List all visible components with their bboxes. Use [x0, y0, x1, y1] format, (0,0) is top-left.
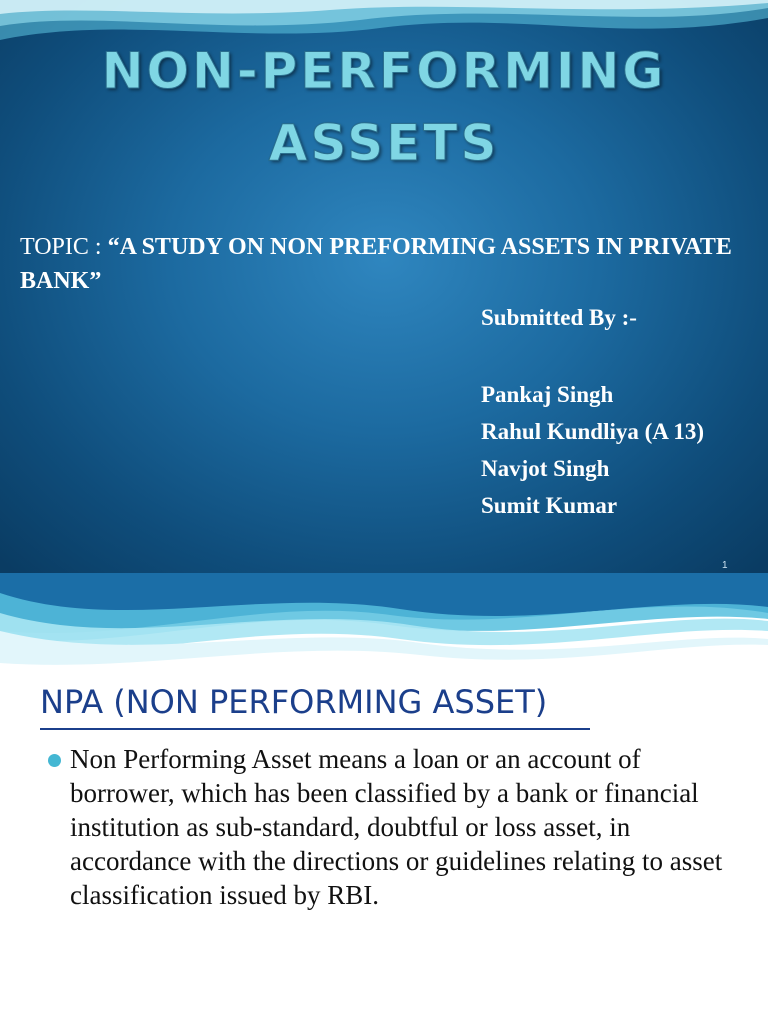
- slide-number: 1: [722, 560, 728, 571]
- slide-heading: NPA (NON PERFORMING ASSET): [40, 683, 548, 721]
- slide-2: [0, 576, 768, 1024]
- member-name: Rahul Kundliya (A 13): [481, 419, 705, 444]
- member-name: Pankaj Singh: [481, 382, 614, 407]
- heading-underline: [40, 728, 590, 730]
- topic-label: TOPIC :: [20, 234, 108, 260]
- slide-title-line-2: ASSETS: [268, 114, 500, 172]
- bullet-text: Non Performing Asset means a loan or an account of borrower, which has been classified by a bank or financial institution as sub-standard, doubtful or loss asset, in accordance with the directions or guidelines relating to asset classification issued by RBI.: [70, 744, 723, 910]
- topic-text: “A STUDY ON NON PREFORMING ASSETS IN PRIVATE BANK”: [20, 234, 732, 294]
- member-list: [481, 376, 704, 524]
- slide-title-line-1: NON-PERFORMING: [101, 42, 667, 100]
- topic-block: [20, 230, 740, 298]
- submitted-by-label: Submitted By :-: [481, 305, 637, 330]
- member-name: Sumit Kumar: [481, 493, 618, 518]
- member-name: Navjot Singh: [481, 456, 610, 481]
- bullet-dot-icon: [48, 754, 61, 767]
